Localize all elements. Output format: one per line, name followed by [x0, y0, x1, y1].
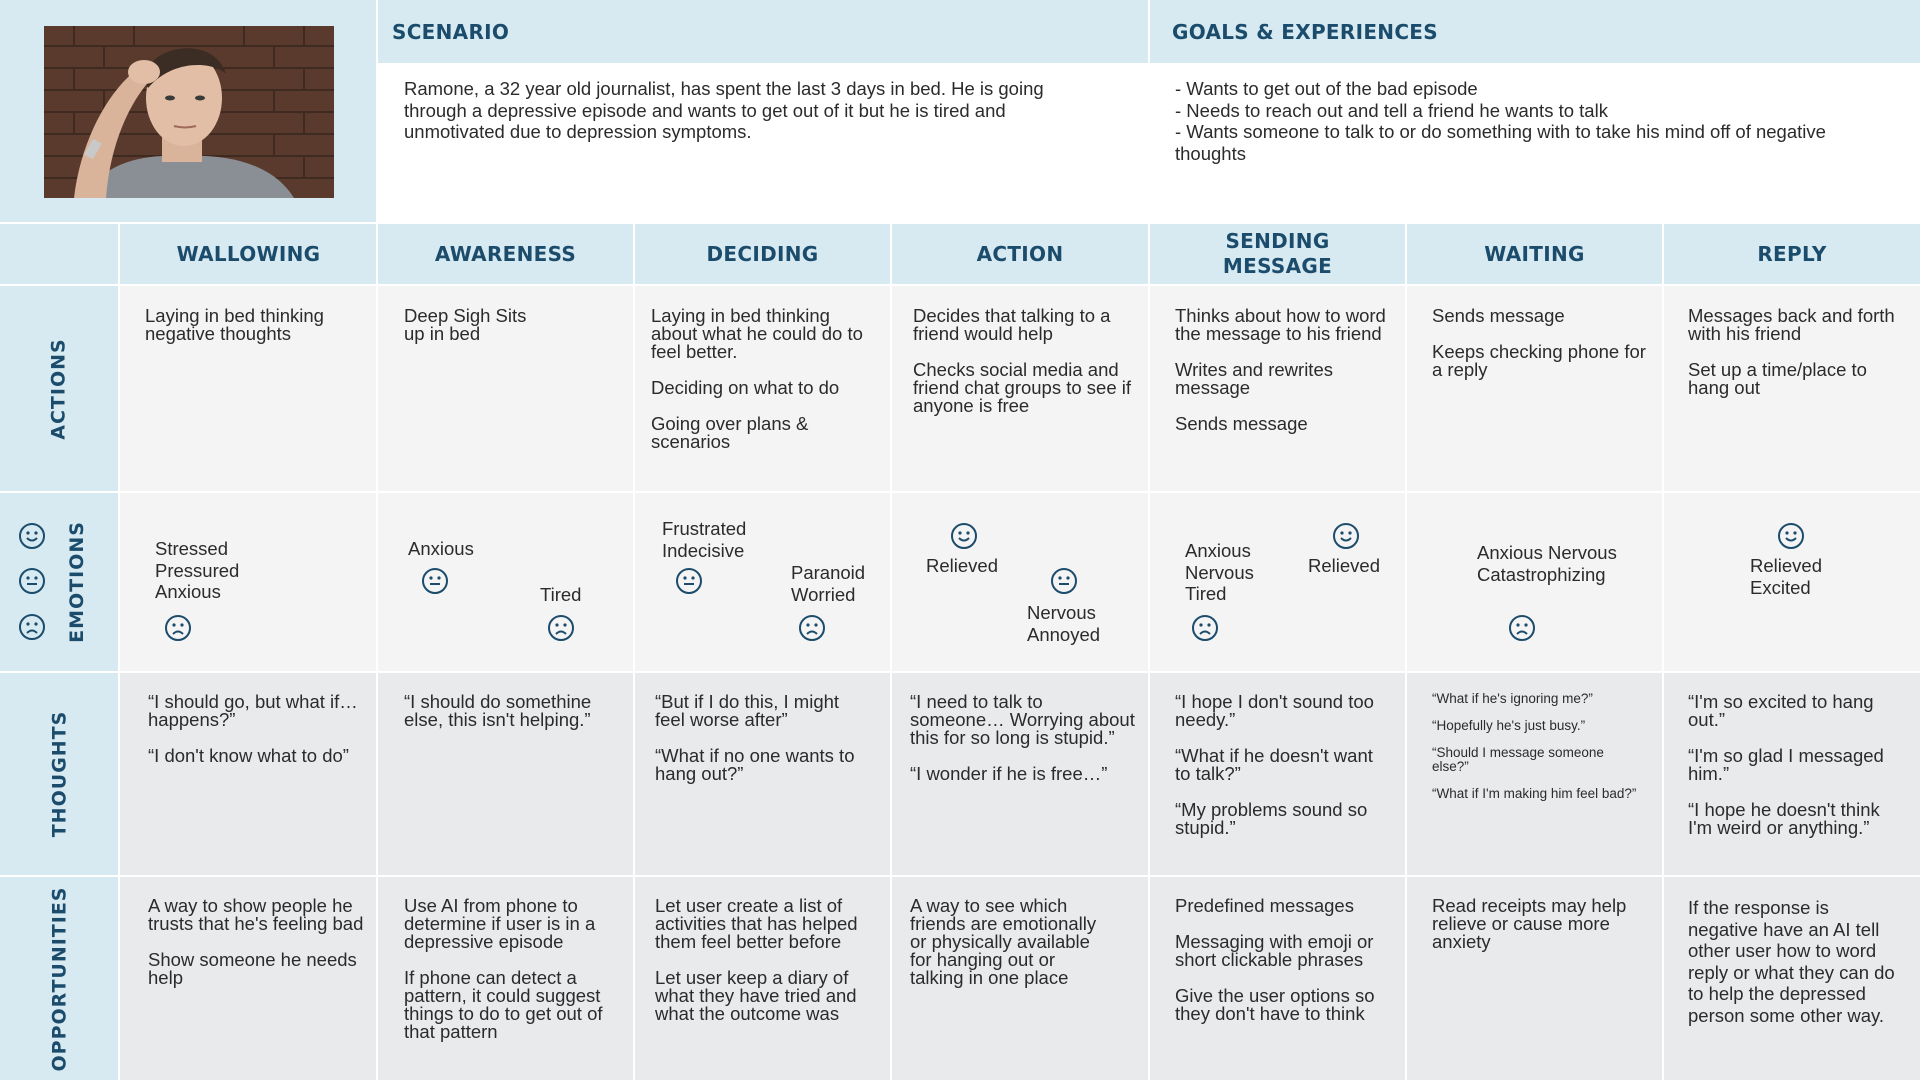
- actions-cell-waiting: Sends message Keeps checking phone for a reply: [1432, 305, 1646, 380]
- actions-cell-sending-message: Thinks about how to word the message to his friend Writes and rewrites message Sends message: [1175, 305, 1386, 434]
- sad-face-icon: [1191, 614, 1219, 642]
- emotion-label: Anxious: [408, 538, 474, 559]
- emotion-label: Anxious Nervous Catastrophizing: [1477, 542, 1617, 585]
- emotion-label: Relieved: [1308, 555, 1380, 576]
- happy-face-icon: [18, 522, 46, 550]
- stage-header-waiting: WAITING: [1484, 241, 1585, 266]
- emotions-row: [120, 493, 1920, 671]
- actions-cell-wallowing: Laying in bed thinking negative thoughts: [145, 305, 324, 344]
- actions-cell-awareness: Deep Sigh Sits up in bed: [404, 305, 527, 344]
- persona-photo: [44, 26, 334, 198]
- happy-face-icon: [950, 522, 978, 550]
- scenario-text: Ramone, a 32 year old journalist, has spent the last 3 days in bed. He is going through a depressive episode and wants to get out of it but he is tired and unmotivated due to depression symptoms.: [404, 78, 1044, 142]
- stage-header-awareness: AWARENESS: [434, 241, 577, 266]
- happy-face-icon: [1332, 522, 1360, 550]
- stage-header-sending-message: SENDING MESSAGE: [1222, 229, 1333, 278]
- emotion-label: Nervous Annoyed: [1027, 602, 1101, 645]
- row-label-emotions: EMOTIONS: [66, 521, 88, 643]
- row-label-actions: ACTIONS: [47, 337, 70, 440]
- sad-face-icon: [18, 613, 46, 641]
- goals-title: GOALS & EXPERIENCES: [1172, 20, 1438, 44]
- stage-header-deciding: DECIDING: [706, 241, 819, 266]
- opportunities-cell-action: A way to see which friends are emotionally or physically available for hanging out or talking in one place: [910, 895, 1097, 988]
- emotion-label: Anxious Nervous Tired: [1185, 540, 1254, 604]
- emotion-label: Stressed Pressured Anxious: [155, 538, 240, 602]
- sad-face-icon: [547, 614, 575, 642]
- neutral-face-icon: [421, 567, 449, 595]
- emotion-label: Relieved Excited: [1750, 555, 1822, 598]
- sad-face-icon: [798, 614, 826, 642]
- neutral-face-icon: [18, 567, 46, 595]
- thoughts-cell-deciding: “But if I do this, I might feel worse after” “What if no one wants to hang out?”: [655, 691, 855, 784]
- opportunities-cell-waiting: Read receipts may help relieve or cause more anxiety: [1432, 895, 1627, 952]
- scenario-title: SCENARIO: [392, 20, 510, 44]
- row-label-thoughts: THOUGHTS: [48, 710, 70, 838]
- emotion-label: Relieved: [926, 555, 998, 576]
- thoughts-cell-action: “I need to talk to someone… Worrying about this for so long is stupid.” “I wonder if he is free…”: [910, 691, 1135, 784]
- opportunities-cell-wallowing: A way to show people he trusts that he's feeling bad Show someone he needs help: [148, 895, 364, 988]
- goal-item: - Needs to reach out and tell a friend he wants to talk: [1175, 99, 1608, 121]
- thoughts-cell-sending-message: “I hope I don't sound too needy.” “What if he doesn't want to talk?” “My problems sound so stupid.”: [1175, 691, 1374, 838]
- thoughts-cell-awareness: “I should do somethine else, this isn't helping.”: [404, 691, 592, 730]
- actions-cell-reply: Messages back and forth with his friend Set up a time/place to hang out: [1688, 305, 1895, 398]
- emotion-label: Paranoid Worried: [791, 562, 866, 605]
- opportunities-cell-sending-message: Predefined messages Messaging with emoji or short clickable phrases Give the user options so they don't have to think: [1175, 895, 1375, 1024]
- emotion-label: Tired: [540, 584, 582, 605]
- neutral-face-icon: [1050, 567, 1078, 595]
- opportunities-cell-deciding: Let user create a list of activities that has helped them feel better before Let user keep a diary of what they have tried and what the outcome was: [655, 895, 858, 1024]
- stage-header-action: ACTION: [976, 241, 1064, 266]
- actions-cell-action: Decides that talking to a friend would help Checks social media and friend chat groups to see if anyone is free: [913, 305, 1132, 416]
- goal-item: - Wants to get out of the bad episode: [1175, 78, 1478, 99]
- goal-item: - Wants someone to talk to or do something with to take his mind off of negative thoughts: [1175, 121, 1826, 164]
- thoughts-cell-reply: “I'm so excited to hang out.” “I'm so glad I messaged him.” “I hope he doesn't think I'm weird or anything.”: [1688, 691, 1884, 838]
- opportunities-cell-awareness: Use AI from phone to determine if user is in a depressive episode If phone can detect a pattern, it could suggest things to do to get out of that pattern: [404, 895, 603, 1042]
- opportunities-cell-reply: If the response is negative have an AI tell other user how to word reply or what they can do to help the depressed person some other way.: [1688, 897, 1895, 1026]
- actions-cell-deciding: Laying in bed thinking about what he could do to feel better. Deciding on what to do Going over plans & scenarios: [651, 305, 863, 452]
- stage-header-wallowing: WALLOWING: [176, 241, 321, 266]
- goals-list: [1175, 78, 1875, 164]
- sad-face-icon: [1508, 614, 1536, 642]
- stage-header-reply: REPLY: [1757, 241, 1827, 266]
- neutral-face-icon: [675, 567, 703, 595]
- row-label-opportunities: OPPORTUNITIES: [48, 886, 71, 1071]
- thoughts-cell-waiting: “What if he's ignoring me?” “Hopefully he's just busy.” “Should I message someone else?” “What if I'm making him feel bad?”: [1432, 691, 1637, 801]
- happy-face-icon: [1777, 522, 1805, 550]
- sad-face-icon: [164, 614, 192, 642]
- thoughts-cell-wallowing: “I should go, but what if… happens?” “I don't know what to do”: [148, 691, 358, 766]
- emotion-label: Frustrated Indecisive: [662, 518, 747, 561]
